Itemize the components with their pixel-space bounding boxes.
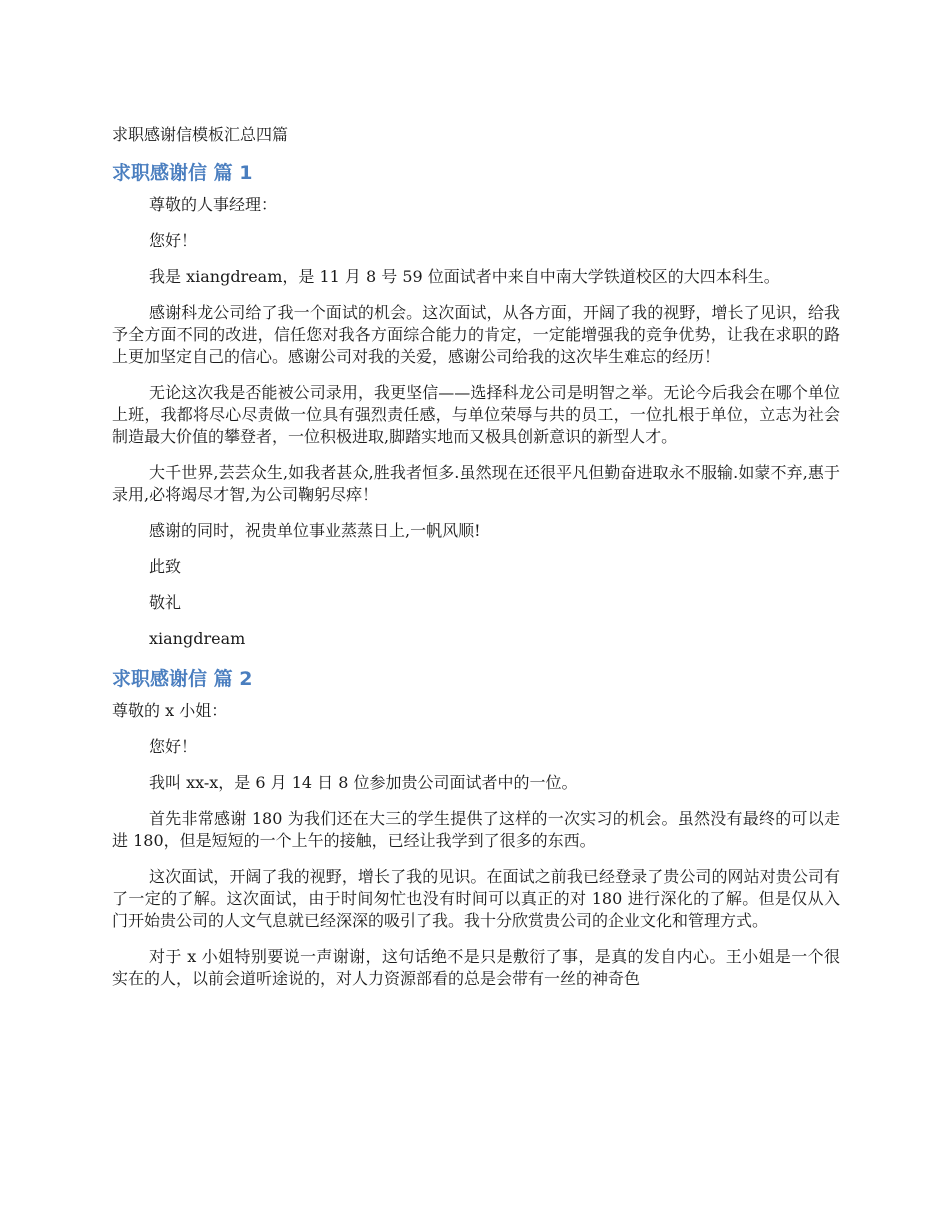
body-paragraph: 无论这次我是否能被公司录用，我更坚信——选择科龙公司是明智之举。无论今后我会在哪个单位上班，我都将尽心尽责做一位具有强烈责任感，与单位荣辱与共的员工，一位扎根于单位，立志为社会制造最大价值的攀登者，一位积极进取,脚踏实地而又极具创新意识的新型人才。 [112,383,840,446]
body-paragraph: 首先非常感谢 180 为我们还在大三的学生提供了这样的一次实习的机会。虽然没有最终的可以走进 180，但是短短的一个上午的接触，已经让我学到了很多的东西。 [112,809,840,850]
salutation: 尊敬的人事经理： [149,195,278,214]
greeting: 您好！ [149,231,198,250]
section-heading: 求职感谢信 篇 2 [112,668,253,690]
closing-line: 此致 [149,557,182,576]
salutation: 尊敬的 x 小姐： [112,701,228,720]
body-paragraph: 大千世界,芸芸众生,如我者甚众,胜我者恒多.虽然现在还很平凡但勤奋进取永不服输.如蒙不弃,惠于录用,必将竭尽才智,为公司鞠躬尽瘁！ [112,463,840,504]
section-2 [112,664,840,990]
document-page [112,122,840,1004]
closing-line: 敬礼 [149,593,182,612]
signature: xiangdream [149,629,246,648]
document-title: 求职感谢信模板汇总四篇 [112,125,289,144]
body-paragraph: 感谢科龙公司给了我一个面试的机会。这次面试，从各方面，开阔了我的视野，增长了见识，给我予全方面不同的改进，信任您对我各方面综合能力的肯定，一定能增强我的竞争优势，让我在求职的路上更加坚定自己的信心。感谢公司对我的关爱，感谢公司给我的这次毕生难忘的经历！ [112,303,840,366]
section-1 [112,158,840,650]
body-paragraph: 这次面试，开阔了我的视野，增长了我的见识。在面试之前我已经登录了贵公司的网站对贵公司有了一定的了解。这次面试，由于时间匆忙也没有时间可以真正的对 180 进行深化的了解。但是仅从入门开始贵公司的人文气息就已经深深的吸引了我。我十分欣赏贵公司的企业文化和管理方式。 [112,867,840,930]
greeting: 您好！ [149,737,198,756]
body-paragraph: 我是 xiangdream，是 11 月 8 号 59 位面试者中来自中南大学铁道校区的大四本科生。 [149,267,780,286]
closing-wish: 感谢的同时，祝贵单位事业蒸蒸日上,一帆风顺! [149,521,481,540]
section-heading: 求职感谢信 篇 1 [112,162,253,184]
body-paragraph: 我叫 xx-x，是 6 月 14 日 8 位参加贵公司面试者中的一位。 [149,773,578,792]
body-paragraph: 对于 x 小姐特别要说一声谢谢，这句话绝不是只是敷衍了事，是真的发自内心。王小姐是一个很实在的人，以前会道听途说的，对人力资源部看的总是会带有一丝的神奇色 [112,947,840,988]
